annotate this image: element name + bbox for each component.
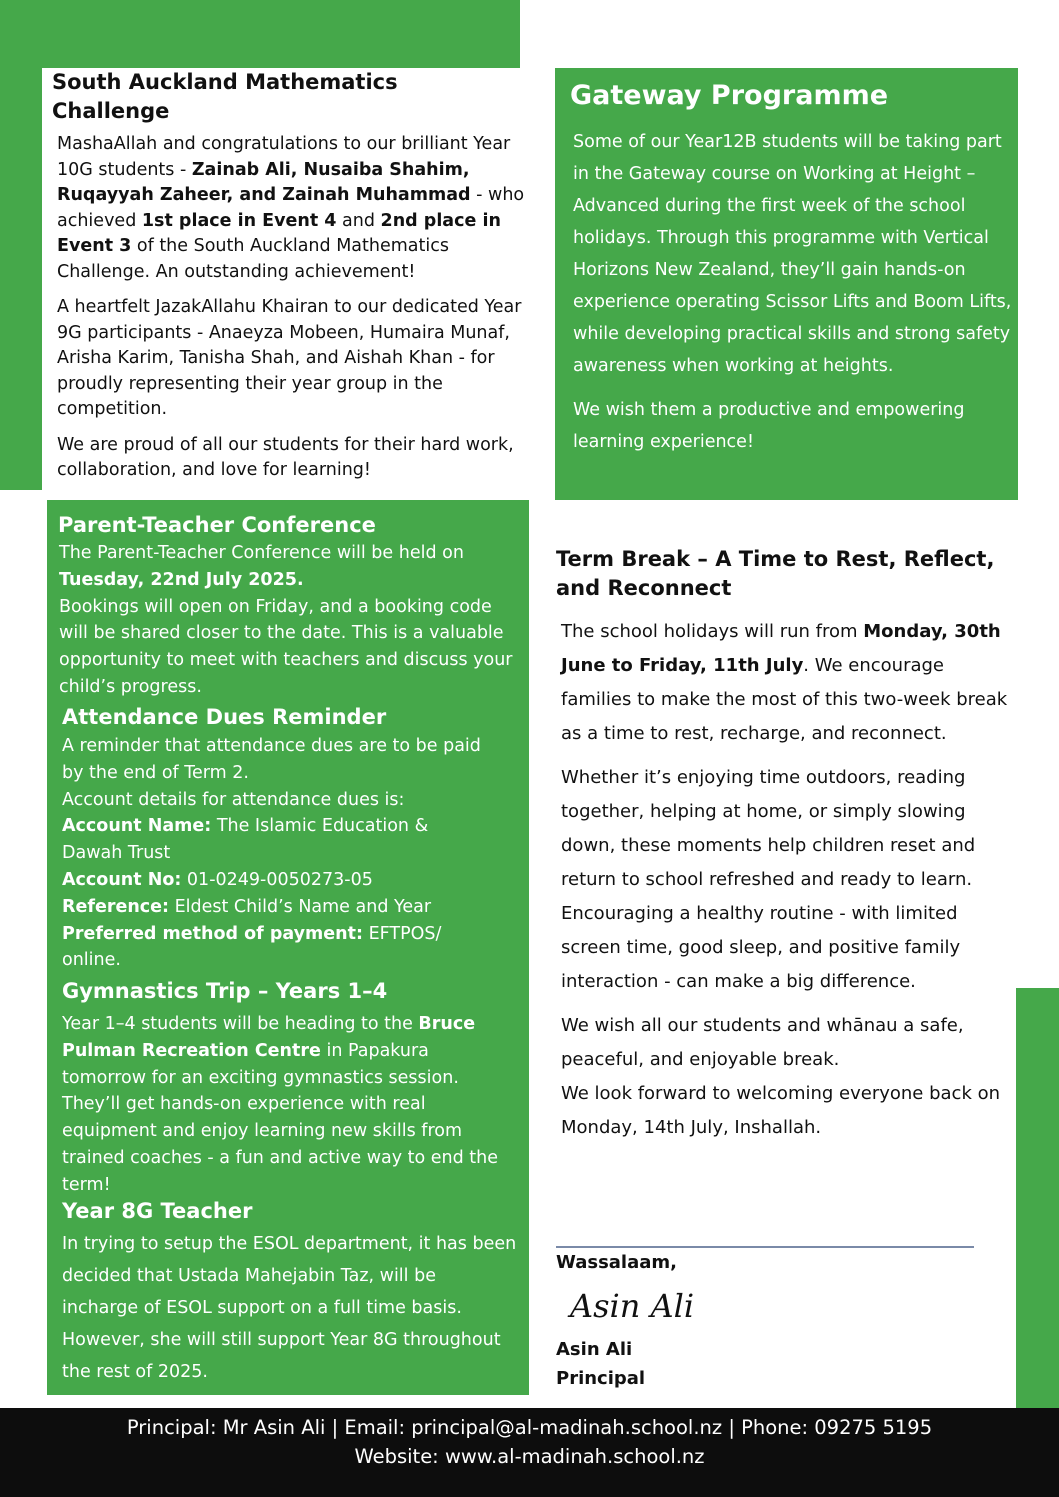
y8-title: Year 8G Teacher [62,1199,253,1223]
dues-body [62,733,482,974]
signer-name: Asin Ali [556,1339,633,1360]
term-text: The school holidays will run from [561,621,864,642]
sam-text: - who achieved [57,185,525,231]
term-paragraph-3: We wish all our students and whānau a safe, peaceful, and enjoyable break. [561,1015,964,1070]
right-bottom-green-strip [1016,988,1059,1408]
gateway-body [573,126,1013,470]
dues-account-no-value: 01-0249-0050273-05 [181,869,373,890]
signer-role: Principal [556,1368,646,1389]
dues-reference-label: Reference: [62,896,170,917]
term-break-title: Term Break – A Time to Rest, Reflect, and Reconnect [556,547,995,600]
sam-paragraph-3: We are proud of all our students for their hard work, collaboration, and love for learning! [57,434,514,480]
y8-paragraph: In trying to setup the ESOL department, it has been decided that Ustada Mahejabin Taz, will be incharge of ESOL support on a full time basis. However, she will still support Year 8G throughout the rest of 2025. [62,1234,517,1382]
y8-body [62,1228,517,1388]
gym-text: Year 1–4 students will be heading to the [62,1014,419,1034]
footer [0,1408,1059,1497]
dues-title: Attendance Dues Reminder [62,705,387,729]
term-paragraph-2: Whether it’s enjoying time outdoors, reading together, helping at home, or simply slowing down, these moments help children reset and return to school refreshed and ready to learn. Encouraging a healthy routine - with limited screen time, good sleep, and positive family interaction - can make a big difference. [561,767,976,992]
dues-payment-method [62,921,482,975]
ptc-body [59,540,525,701]
term-paragraph-1 [561,615,1011,751]
dues-paragraph-1: A reminder that attendance dues are to be paid by the end of Term 2. [62,736,481,783]
term-text: . We encourage families to make the most of this two-week break as a time to rest, recharge, and reconnect. [561,655,1008,744]
sam-place-2: 2nd place in Event 3 [57,210,501,256]
gym-title: Gymnastics Trip – Years 1–4 [62,979,388,1003]
dues-account-name [62,813,482,867]
sam-text: MashaAllah and congratulations to our brilliant Year 10G students - [57,134,511,180]
dues-account-no [62,867,482,894]
term-dates: Monday, 30th June to Friday, 11th July [561,621,1001,676]
dues-account-name-value: The Islamic Education & Dawah Trust [62,816,429,864]
dues-account-no-label: Account No: [62,869,182,890]
sam-title: South Auckland Mathematics Challenge [52,70,398,123]
signature: Asin Ali [570,1287,695,1325]
gym-body [62,1011,517,1199]
gateway-paragraph-1: Some of our Year12B students will be taking part in the Gateway course on Working at Height – Advanced during the first week of the school holidays. Through this programme with Vertical Horizons New Zealand, they’ll gain hands-on experience operating Scissor Lifts and Boom Lifts, while developing practical skills and strong safety awareness when working at heights. [573,132,1012,376]
gateway-title: Gateway Programme [570,80,889,111]
sam-paragraph-2: A heartfelt JazakAllahu Khairan to our dedicated Year 9G participants - Anaeyza Mobeen, Humaira Munaf, Arisha Karim, Tanisha Shah, and Aishah Khan - for proudly representing their year group in the competition. [57,297,522,419]
gym-text: in Papakura tomorrow for an exciting gymnastics session. They’ll get hands-on experience with real equipment and enjoy learning new skills from trained coaches - a fun and active way to end the term! [62,1040,499,1195]
dues-payment-label: Preferred method of payment: [62,923,363,944]
gym-venue: Bruce Pulman Recreation Centre [62,1014,476,1061]
gym-paragraph [62,1011,517,1199]
sam-text: of the South Auckland Mathematics Challenge. An outstanding achievement! [57,236,449,282]
dues-reference-value: Eldest Child’s Name and Year [169,896,432,917]
gateway-paragraph-2: We wish them a productive and empowering learning experience! [573,400,965,452]
sam-article [57,132,527,494]
signature-block [556,1248,694,1393]
term-paragraph-4: We look forward to welcoming everyone back on Monday, 14th July, Inshallah. [561,1083,1001,1138]
ptc-date: Tuesday, 22nd July 2025. [59,569,304,590]
footer-contact: Principal: Mr Asin Ali | Email: principal@al-madinah.school.nz | Phone: 09275 5195 [126,1416,933,1439]
sam-text: and [336,210,381,231]
sam-paragraph-1 [57,132,527,285]
footer-website: Website: www.al-madinah.school.nz [354,1445,705,1468]
dues-account-name-label: Account Name: [62,816,212,837]
term-break-body [561,615,1011,1155]
ptc-paragraph-2: Bookings will open on Friday, and a booking code will be shared closer to the date. This is a valuable opportunity to meet with teachers and discuss your child’s progress. [59,596,513,697]
closing: Wassalaam, [556,1252,677,1273]
ptc-paragraph-1: The Parent-Teacher Conference will be held on [59,543,464,563]
sam-student-names: Zainab Ali, Nusaiba Shahim, Ruqayyah Zaheer, and Zainah Muhammad [57,159,471,205]
dues-paragraph-2: Account details for attendance dues is: [62,789,405,810]
dues-reference [62,894,482,921]
ptc-title: Parent-Teacher Conference [58,513,376,537]
dues-payment-value: EFTPOS/ online. [62,923,442,971]
sam-place-1: 1st place in Event 4 [141,210,337,231]
